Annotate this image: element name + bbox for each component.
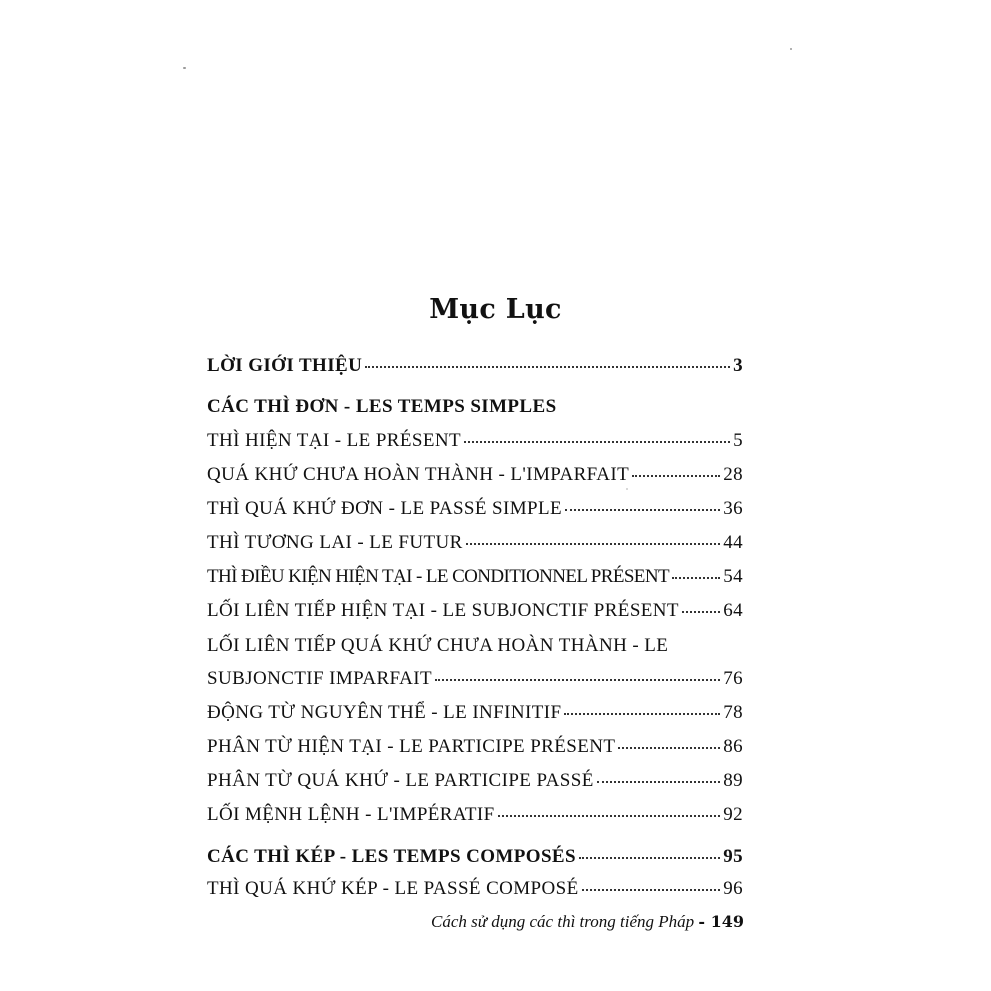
toc-entry bbox=[207, 878, 743, 900]
toc-entry-page: 54 bbox=[723, 566, 743, 587]
footer-book-title: Cách sử dụng các thì trong tiếng Pháp bbox=[430, 912, 695, 931]
dot-leader bbox=[464, 440, 730, 443]
toc-entry bbox=[207, 770, 743, 792]
toc-entry-label: SUBJONCTIF IMPARFAIT bbox=[207, 668, 432, 689]
dot-leader bbox=[672, 576, 720, 579]
toc-entry-page: 5 bbox=[733, 430, 743, 451]
toc-entry-label: LỜI GIỚI THIỆU bbox=[207, 355, 363, 376]
dot-leader bbox=[682, 610, 720, 613]
dot-leader bbox=[564, 712, 720, 715]
toc-entry bbox=[207, 532, 743, 554]
toc-entry bbox=[207, 566, 743, 588]
toc-entry-page: 44 bbox=[723, 532, 743, 553]
toc-entry-label: THÌ HIỆN TẠI - LE PRÉSENT bbox=[207, 430, 461, 451]
toc-entry-page: 86 bbox=[723, 736, 743, 757]
toc-entry-preface bbox=[207, 355, 743, 377]
toc-entry-page: 28 bbox=[723, 464, 743, 485]
toc-entry-page: 95 bbox=[723, 846, 743, 867]
toc-entry-page: 96 bbox=[723, 878, 743, 899]
toc-section-entry bbox=[207, 846, 743, 868]
toc-entry-page: 92 bbox=[723, 804, 743, 825]
toc-entry-line2 bbox=[207, 668, 743, 690]
toc-entry-page: 64 bbox=[723, 600, 743, 621]
scan-speck bbox=[790, 48, 792, 50]
dot-leader bbox=[597, 780, 720, 783]
toc-entry-label: THÌ ĐIỀU KIỆN HIỆN TẠI - LE CONDITIONNEL PRÉSENT bbox=[207, 566, 669, 587]
toc-entry-label: CÁC THÌ KÉP - LES TEMPS COMPOSÉS bbox=[207, 846, 576, 867]
toc-section-heading bbox=[207, 396, 743, 418]
toc-entry-label: CÁC THÌ ĐƠN - LES TEMPS SIMPLES bbox=[207, 396, 557, 417]
toc-entry-label: ĐỘNG TỪ NGUYÊN THỂ - LE INFINITIF bbox=[207, 702, 562, 723]
dot-leader bbox=[466, 542, 721, 545]
toc-entry-page: 3 bbox=[733, 355, 743, 376]
dot-leader bbox=[579, 856, 720, 859]
toc-entry-label: THÌ TƯƠNG LAI - LE FUTUR bbox=[207, 532, 463, 553]
toc-entry-page: 36 bbox=[723, 498, 743, 519]
toc-entry bbox=[207, 498, 743, 520]
toc-entry-label: PHÂN TỪ QUÁ KHỨ - LE PARTICIPE PASSÉ bbox=[207, 770, 594, 791]
toc-entry bbox=[207, 464, 743, 486]
dot-leader bbox=[435, 678, 720, 681]
toc-entry-line1 bbox=[207, 635, 743, 657]
toc-entry-page: 76 bbox=[723, 668, 743, 689]
dot-leader bbox=[582, 888, 721, 891]
toc-entry-label: PHÂN TỪ HIỆN TẠI - LE PARTICIPE PRÉSENT bbox=[207, 736, 616, 757]
toc-entry bbox=[207, 430, 743, 452]
toc-entry-label: THÌ QUÁ KHỨ KÉP - LE PASSÉ COMPOSÉ bbox=[207, 878, 579, 899]
page-footer bbox=[0, 912, 744, 932]
toc-entry-label: LỐI LIÊN TIẾP HIỆN TẠI - LE SUBJONCTIF PRÉSENT bbox=[207, 600, 679, 621]
toc-entry bbox=[207, 804, 743, 826]
toc-title: Mục Lục bbox=[429, 294, 562, 325]
toc-entry-page: 78 bbox=[723, 702, 743, 723]
scan-speck bbox=[183, 67, 186, 69]
toc-entry bbox=[207, 736, 743, 758]
dot-leader bbox=[618, 746, 720, 749]
toc-entry-label: QUÁ KHỨ CHƯA HOÀN THÀNH - L'IMPARFAIT bbox=[207, 464, 630, 485]
dot-leader bbox=[632, 474, 720, 477]
toc-entry bbox=[207, 702, 743, 724]
dot-leader bbox=[498, 814, 721, 817]
toc-entry-page: 89 bbox=[723, 770, 743, 791]
scan-speck bbox=[626, 488, 628, 490]
toc-entry-label: LỐI MỆNH LỆNH - L'IMPÉRATIF bbox=[207, 804, 495, 825]
dot-leader bbox=[365, 365, 730, 368]
dot-leader bbox=[565, 508, 720, 511]
footer-page-number: - 149 bbox=[698, 912, 744, 931]
toc-entry bbox=[207, 600, 743, 622]
toc-entry-label: LỐI LIÊN TIẾP QUÁ KHỨ CHƯA HOÀN THÀNH - LE bbox=[207, 635, 669, 656]
toc-entry-label: THÌ QUÁ KHỨ ĐƠN - LE PASSÉ SIMPLE bbox=[207, 498, 563, 519]
